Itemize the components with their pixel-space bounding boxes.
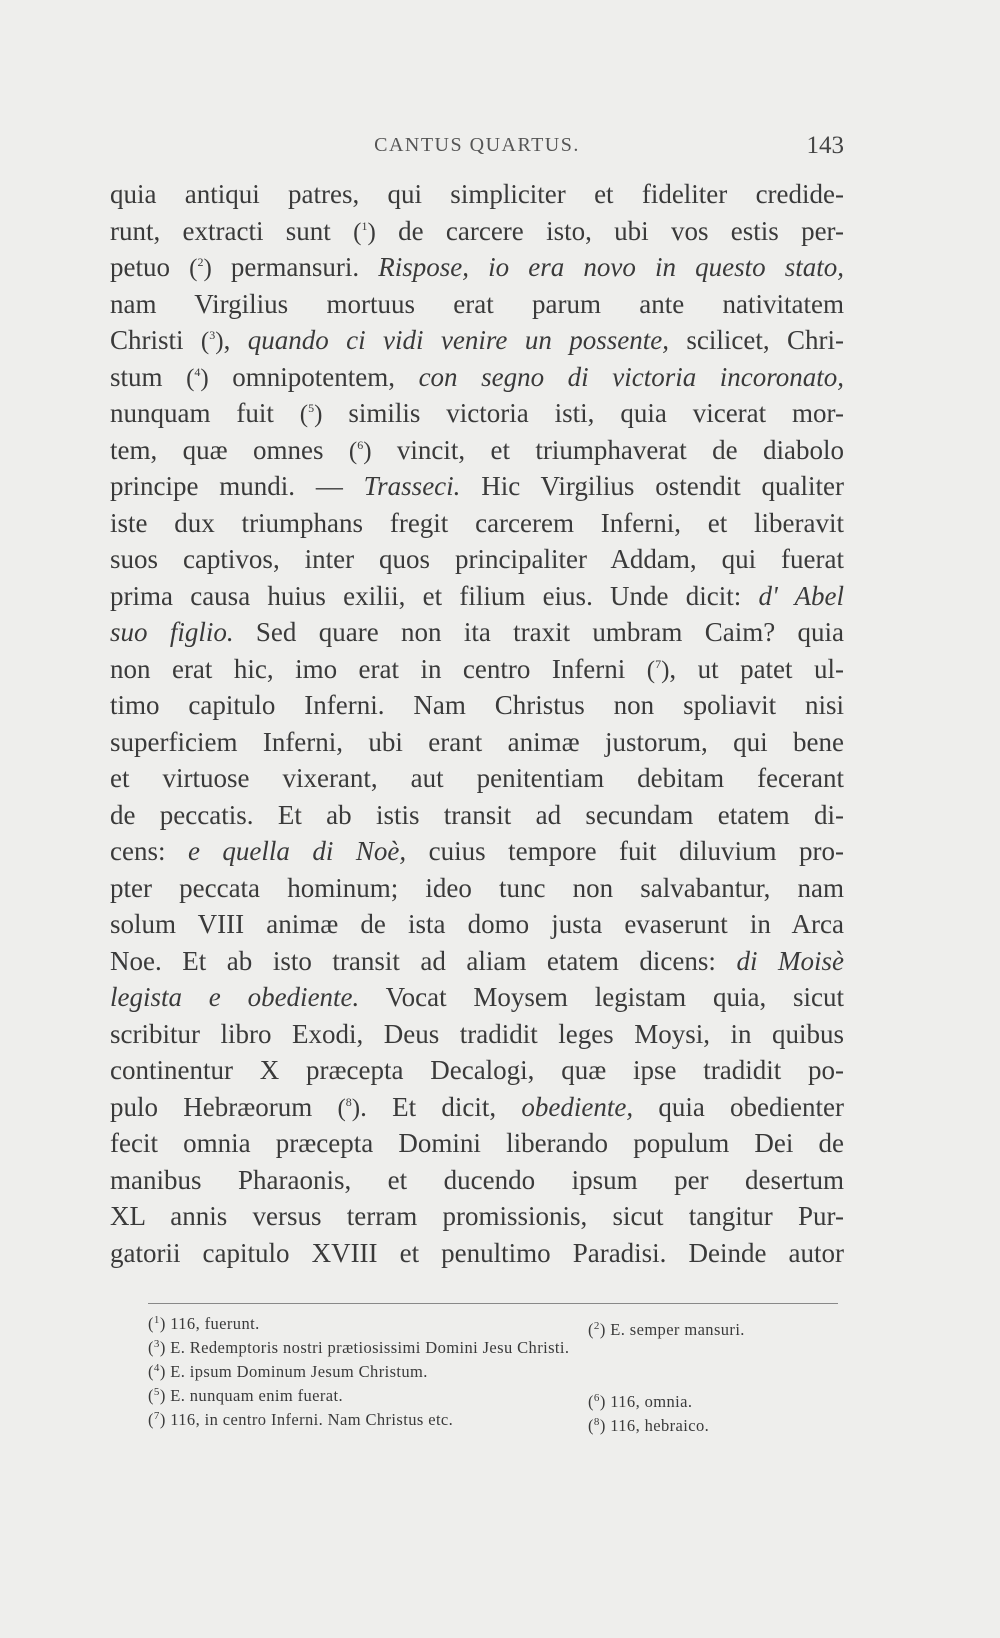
text-line: fecit omnia præcepta Domini liberando populum Dei de: [110, 1128, 844, 1158]
footnote-row: [148, 1312, 838, 1339]
text-line: gatorii capitulo XVIII et penultimo Paradisi. Deinde autor: [110, 1237, 844, 1268]
text-line: scribitur libro Exodi, Deus tradidit leges Moysi, in quibus: [110, 1018, 844, 1049]
footnote: ($^7$) 116, in centro Inferni. Nam Christus etc.: [148, 1410, 454, 1429]
footnote-ref: 8: [345, 1094, 352, 1109]
text-line: cens: e quella di Noè, cuius tempore fuit diluvium pro-: [110, 836, 844, 866]
page-header: [110, 134, 844, 164]
text-line: prima causa huius exilii, et filium eius. Unde dicit: d' Abel: [110, 580, 844, 611]
footnote: ($^1$) 116, fuerunt.: [148, 1314, 260, 1333]
footnote: ($^4$) E. ipsum Dominum Jesum Christum.: [148, 1362, 428, 1381]
main-text: [110, 176, 844, 1271]
footnote: ($^8$) 116, hebraico.: [588, 1416, 710, 1435]
running-head: CANTUS QUARTUS.: [374, 134, 580, 156]
footnote: ($^5$) E. nunquam enim fuerat.: [148, 1386, 344, 1405]
footnote-row: [148, 1336, 838, 1360]
text-line: superficiem Inferni, ubi erant animæ justorum, qui bene: [110, 726, 844, 757]
footnote-ref: 2: [197, 255, 204, 269]
text-line: solum VIII animæ de ista domo justa evaserunt in Arca: [110, 909, 844, 939]
text-line: pulo Hebræorum ($^8$). Et dicit, obediente, quia obedienter: [110, 1091, 845, 1122]
footnote-ref: 1: [361, 218, 368, 233]
text-line: Christi ($^3$), quando ci vidi venire un possente, scilicet, Chri-: [110, 325, 844, 355]
text-line: non erat hic, imo erat in centro Inferni ($^7$), ut patet ul-: [110, 653, 844, 684]
text-line: suos captivos, inter quos principaliter Addam, qui fuerat: [110, 544, 844, 574]
footnote-ref: 4: [194, 364, 201, 379]
text-line: nunquam fuit ($^5$) similis victoria isti, quia vicerat mor-: [110, 398, 845, 428]
text-line: iste dux triumphans fregit carcerem Inferni, et liberavit: [110, 507, 844, 538]
footnote-ref: 5: [308, 401, 315, 415]
footnote-ref: 6: [357, 437, 364, 452]
text-line: stum ($^4$) omnipotentem, con segno di victoria incoronato,: [110, 361, 844, 392]
footnote: ($^6$) 116, omnia.: [588, 1392, 693, 1411]
text-line: timo capitulo Inferni. Nam Christus non spoliavit nisi: [110, 690, 844, 720]
footnote-divider: [148, 1303, 838, 1304]
text-line: de peccatis. Et ab istis transit ad secundam etatem di-: [110, 799, 844, 830]
footnotes: [148, 1312, 838, 1435]
footnote-row: [148, 1408, 838, 1435]
text-line: continentur X præcepta Decalogi, quæ ipse tradidit po-: [110, 1055, 844, 1085]
footnote-ref: 3: [209, 328, 216, 342]
text-line: suo figlio. Sed quare non ita traxit umbram Caim? quia: [110, 617, 845, 647]
footnote: ($^2$) E. semper mansuri.: [588, 1320, 745, 1339]
text-line: runt, extracti sunt ($^1$) de carcere isto, ubi vos estis per-: [110, 215, 844, 246]
footnote-row: [148, 1384, 838, 1411]
text-line: manibus Pharaonis, et ducendo ipsum per desertum: [110, 1164, 844, 1195]
text-line: et virtuose vixerant, aut penitentiam debitam fecerant: [110, 763, 844, 793]
footnote: ($^3$) E. Redemptoris nostri prætiosissimi Domini Jesu Christi.: [148, 1338, 570, 1357]
footnote-ref: 7: [655, 656, 662, 671]
text-line: Noe. Et ab isto transit ad aliam etatem dicens: di Moisè: [110, 945, 844, 976]
text-line: nam Virgilius mortuus erat parum ante nativitatem: [110, 288, 844, 319]
text-line: tem, quæ omnes ($^6$) vincit, et triumphaverat de diabolo: [110, 434, 844, 465]
text-line: principe mundi. — Trasseci. Hic Virgilius ostendit qualiter: [110, 471, 844, 501]
text-line: legista e obediente. Vocat Moysem legistam quia, sicut: [110, 982, 845, 1012]
text-line: quia antiqui patres, qui simpliciter et fideliter credide-: [110, 179, 844, 209]
footnote-row: [148, 1360, 838, 1384]
text-line: pter peccata hominum; ideo tunc non salvabantur, nam: [110, 872, 844, 903]
page-number: 143: [806, 132, 844, 159]
text-line: XL annis versus terram promissionis, sicut tangitur Pur-: [110, 1201, 844, 1231]
text-line: petuo ($^2$) permansuri. Rispose, io era novo in questo stato,: [110, 252, 844, 282]
